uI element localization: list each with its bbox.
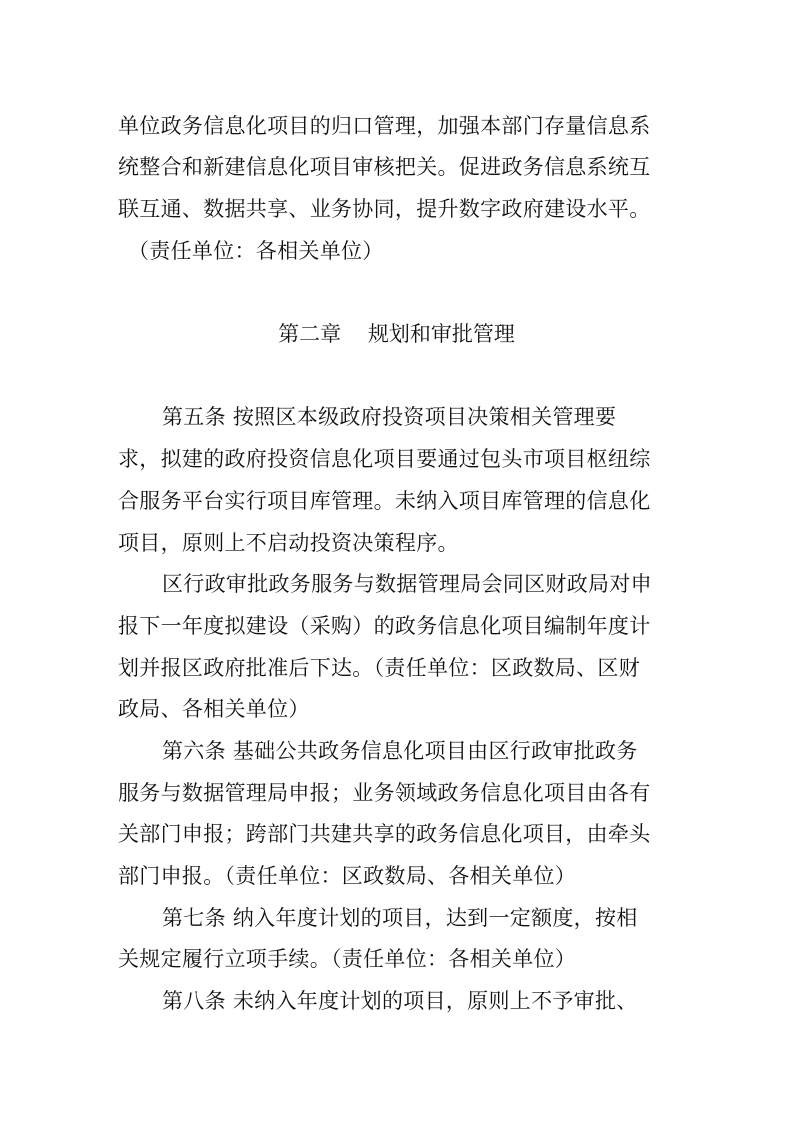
intro-line-3: 联互通、数据共享、业务协同，提升数字政府建设水平。 bbox=[118, 197, 651, 221]
article6-heading-line: 第六条 基础公共政务信息化项目由区行政审批政务 bbox=[162, 739, 638, 763]
article5-para2-heading-line: 区行政审批政务服务与数据管理局会同区财政局对申 bbox=[162, 572, 652, 596]
article5-heading-line: 第五条 按照区本级政府投资项目决策相关管理要 bbox=[162, 405, 617, 429]
article5-line-2: 合服务平台实行项目库管理。未纳入项目库管理的信息化 bbox=[118, 489, 651, 513]
article5-para2-line-1: 报下一年度拟建设（采购）的政务信息化项目编制年度计 bbox=[118, 614, 651, 638]
article5-line-1: 求，拟建的政府投资信息化项目要通过包头市项目枢纽综 bbox=[118, 447, 651, 471]
article7-line-1: 关规定履行立项手续。（责任单位：各相关单位） bbox=[118, 947, 577, 971]
intro-line-1: 单位政务信息化项目的归口管理，加强本部门存量信息系 bbox=[118, 114, 651, 138]
article5-line-3: 项目，原则上不启动投资决策程序。 bbox=[118, 531, 459, 555]
article6-line-1: 服务与数据管理局申报；业务领域政务信息化项目由各有 bbox=[118, 781, 651, 805]
intro-line-4: （责任单位：各相关单位） bbox=[128, 239, 384, 263]
article5-para2-line-3: 政局、各相关单位） bbox=[118, 697, 310, 721]
article5-para2-line-2: 划并报区政府批准后下达。（责任单位：区政数局、区财 bbox=[118, 656, 640, 680]
article7-heading-line: 第七条 纳入年度计划的项目，达到一定额度，按相 bbox=[162, 906, 638, 930]
article6-line-2: 关部门申报；跨部门共建共享的政务信息化项目，由牵头 bbox=[118, 822, 651, 846]
article6-line-3: 部门申报。（责任单位：区政数局、各相关单位） bbox=[118, 864, 577, 888]
chapter-title: 第二章 规划和审批管理 bbox=[278, 322, 515, 346]
article8-heading-line: 第八条 未纳入年度计划的项目，原则上不予审批、 bbox=[162, 989, 638, 1013]
intro-line-2: 统整合和新建信息化项目审核把关。促进政务信息系统互 bbox=[118, 155, 651, 179]
